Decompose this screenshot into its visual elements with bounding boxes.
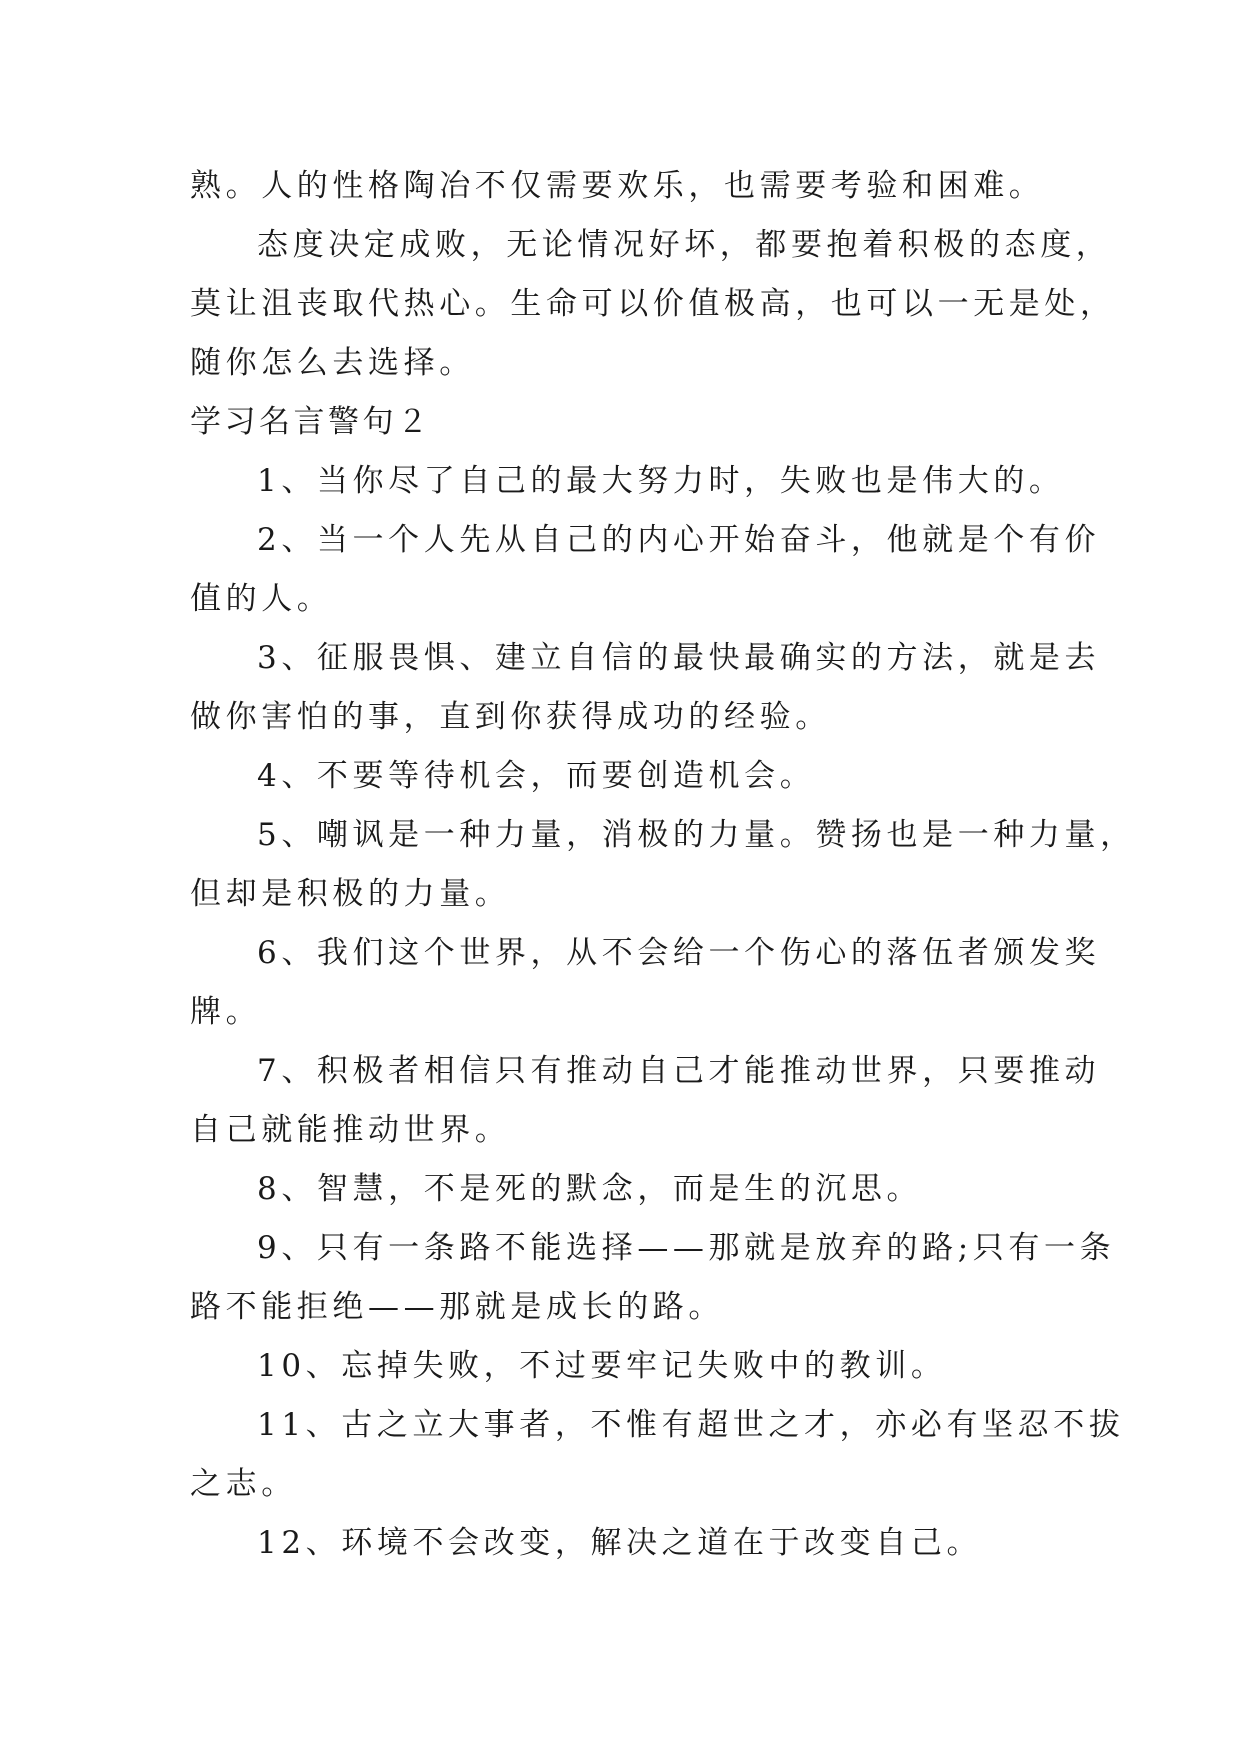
quote-line: 3、征服畏惧、建立自信的最快最确实的方法，就是去 <box>257 640 1101 676</box>
paragraph-line: 态度决定成败，无论情况好坏，都要抱着积极的态度， <box>257 227 1112 263</box>
quote-item <box>190 924 1101 1042</box>
quote-line: 做你害怕的事，直到你获得成功的经验。 <box>190 699 831 735</box>
paragraph-line: 莫让沮丧取代热心。生命可以价值极高，也可以一无是处， <box>190 286 1116 322</box>
quote-item <box>190 629 1101 747</box>
paragraph-line: 随你怎么去选择。 <box>190 345 475 381</box>
quote-line: 值的人。 <box>190 581 333 617</box>
section-title: 学习名言警句２ <box>190 404 432 440</box>
quote-line: 4、不要等待机会，而要创造机会。 <box>257 758 816 794</box>
quote-line: 路不能拒绝——那就是成长的路。 <box>190 1289 724 1325</box>
quote-item <box>190 1042 1101 1160</box>
quote-item <box>190 1396 1125 1514</box>
document-body <box>190 157 1136 1573</box>
quote-item <box>190 511 1101 629</box>
quote-line: 牌。 <box>190 994 262 1030</box>
quote-item <box>190 747 1070 806</box>
quote-line: 之志。 <box>190 1466 297 1502</box>
quote-line: 10、忘掉失败，不过要牢记失败中的教训。 <box>257 1348 947 1384</box>
quote-line: 自己就能推动世界。 <box>190 1112 511 1148</box>
quote-line: 11、古之立大事者，不惟有超世之才，亦必有坚忍不拔 <box>257 1407 1125 1443</box>
quote-line: 6、我们这个世界，从不会给一个伤心的落伍者颁发奖 <box>257 935 1101 971</box>
quote-line: 9、只有一条路不能选择——那就是放弃的路;只有一条 <box>257 1230 1116 1266</box>
quote-line: 7、积极者相信只有推动自己才能推动世界，只要推动 <box>257 1053 1101 1089</box>
quote-item <box>190 1337 1070 1396</box>
quote-item <box>190 452 1070 511</box>
quote-line: 5、嘲讽是一种力量，消极的力量。赞扬也是一种力量， <box>257 817 1136 853</box>
quote-line: 1、当你尽了自己的最大努力时，失败也是伟大的。 <box>257 463 1065 499</box>
quote-line: 但却是积极的力量。 <box>190 876 511 912</box>
paragraph-attitude <box>190 216 1116 393</box>
quote-item <box>190 1219 1116 1337</box>
quote-item <box>190 806 1136 924</box>
quote-line: 8、智慧，不是死的默念，而是生的沉思。 <box>257 1171 923 1207</box>
quote-item <box>190 1514 1070 1573</box>
quote-item <box>190 1160 1070 1219</box>
paragraph-continuation: 熟。人的性格陶冶不仅需要欢乐，也需要考验和困难。 <box>190 168 1045 204</box>
quote-line: 2、当一个人先从自己的内心开始奋斗，他就是个有价 <box>257 522 1101 558</box>
quote-line: 12、环境不会改变，解决之道在于改变自己。 <box>257 1525 983 1561</box>
